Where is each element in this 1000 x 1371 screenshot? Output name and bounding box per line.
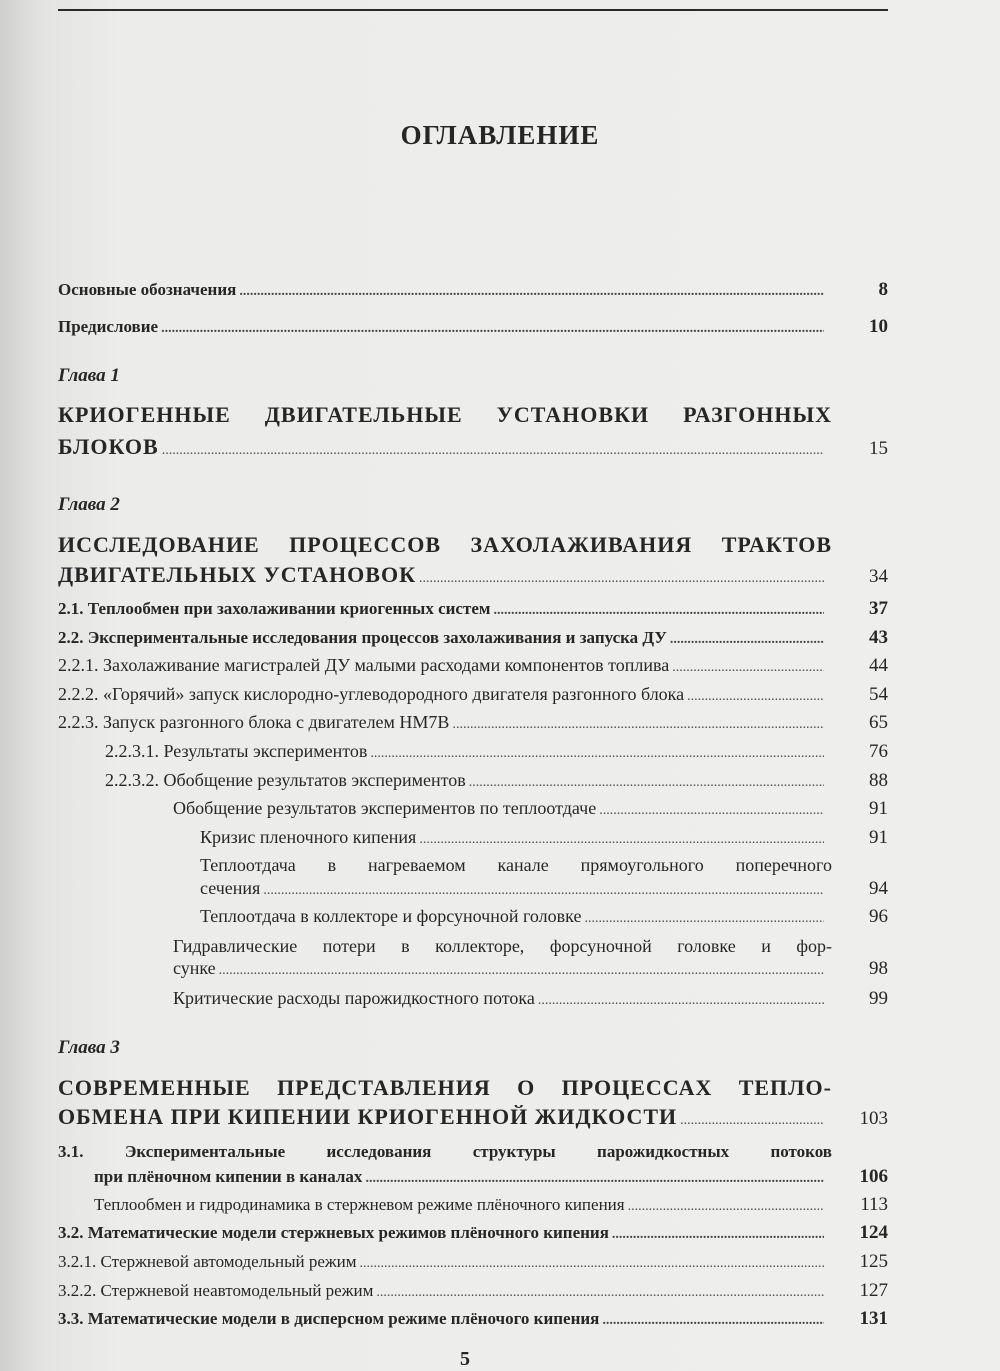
- leader-dots: [628, 1199, 824, 1215]
- toc-entry[interactable]: 2.2.3.1. Результаты экспериментов ..... 76: [105, 741, 888, 763]
- leader-dots: [493, 603, 824, 619]
- chapter-label: Глава 2: [58, 494, 120, 515]
- toc-entry[interactable]: БЛОКОВ ..... 15: [58, 434, 888, 460]
- leader-dots: [670, 632, 824, 648]
- toc-entry[interactable]: 3.3. Математические модели в дисперсном режиме плёночого кипения ..... 131: [58, 1308, 888, 1330]
- leader-dots: [599, 803, 824, 819]
- toc-entry[interactable]: Кризис пленочного кипения ..... 91: [200, 827, 888, 849]
- leader-dots: [538, 993, 824, 1009]
- leader-dots: [680, 1113, 824, 1129]
- leader-dots: [602, 1313, 824, 1329]
- toc-entry[interactable]: ДВИГАТЕЛЬНЫХ УСТАНОВОК ..... 34: [58, 562, 888, 588]
- toc-entry-line[interactable]: Гидравлические потери в коллекторе, форсуночной головке и фор-: [173, 936, 832, 956]
- leader-dots: [376, 1285, 824, 1301]
- toc-entry[interactable]: Обобщение результатов экспериментов по теплоотдаче ..... 91: [173, 798, 888, 820]
- leader-dots: [239, 284, 824, 300]
- chapter-heading[interactable]: КРИОГЕННЫЕ ДВИГАТЕЛЬНЫЕ УСТАНОВКИ РАЗГОННЫХ: [58, 402, 832, 427]
- toc-entry[interactable]: 3.2.2. Стержневой неавтомодельный режим ..... 127: [58, 1280, 888, 1302]
- page-number: 5: [460, 1348, 470, 1370]
- toc-entry[interactable]: при плёночном кипении в каналах ..... 106: [94, 1166, 888, 1188]
- toc-entry[interactable]: 2.2.1. Захолаживание магистралей ДУ малыми расходами компонентов топлива ..... 44: [58, 655, 888, 677]
- chapter-label: Глава 3: [58, 1037, 120, 1058]
- toc-entry[interactable]: 2.1. Теплообмен при захолаживании криогенных систем ..... 37: [58, 598, 888, 620]
- toc-entry[interactable]: 3.2.1. Стержневой автомодельный режим ..... 125: [58, 1251, 888, 1273]
- toc-entry[interactable]: ОБМЕНА ПРИ КИПЕНИИ КРИОГЕННОЙ ЖИДКОСТИ ..... 103: [58, 1104, 888, 1130]
- toc-entry[interactable]: Основные обозначения ..... 8: [58, 279, 888, 301]
- top-rule: [58, 9, 888, 11]
- chapter-label: Глава 1: [58, 365, 120, 386]
- leader-dots: [370, 746, 824, 762]
- leader-dots: [162, 443, 824, 459]
- toc-entry[interactable]: 2.2.3. Запуск разгонного блока с двигателем НМ7В ..... 65: [58, 712, 888, 734]
- toc-entry-line[interactable]: Теплоотдача в нагреваемом канале прямоугольного поперечного: [200, 855, 832, 875]
- toc-entry[interactable]: Теплоотдача в коллекторе и форсуночной головке ..... 96: [200, 906, 888, 928]
- toc-entry[interactable]: 2.2. Экспериментальные исследования процессов захолаживания и запуска ДУ ..... 43: [58, 627, 888, 649]
- leader-dots: [452, 717, 824, 733]
- toc-entry[interactable]: 2.2.2. «Горячий» запуск кислородно-углеводородного двигателя разгонного блока ..... 54: [58, 684, 888, 706]
- leader-dots: [263, 883, 824, 899]
- leader-dots: [219, 963, 824, 979]
- leader-dots: [687, 689, 824, 705]
- leader-dots: [584, 911, 824, 927]
- toc-entry[interactable]: Предисловие ..... 10: [58, 316, 888, 338]
- toc-entry[interactable]: Теплообмен и гидродинамика в стержневом режиме плёночного кипения ..... 113: [94, 1194, 888, 1216]
- toc-entry[interactable]: Критические расходы парожидкостного потока ..... 99: [173, 988, 888, 1010]
- chapter-heading[interactable]: ИССЛЕДОВАНИЕ ПРОЦЕССОВ ЗАХОЛАЖИВАНИЯ ТРАКТОВ: [58, 532, 832, 557]
- toc-entry[interactable]: 3.2. Математические модели стержневых режимов плёночного кипения ..... 124: [58, 1222, 888, 1244]
- toc-entry-line[interactable]: 3.1. Экспериментальные исследования структуры парожидкостных потоков: [58, 1142, 832, 1161]
- chapter-heading[interactable]: СОВРЕМЕННЫЕ ПРЕДСТАВЛЕНИЯ О ПРОЦЕССАХ ТЕПЛО-: [58, 1075, 832, 1100]
- leader-dots: [672, 660, 824, 676]
- leader-dots: [359, 1256, 824, 1272]
- leader-dots: [161, 321, 824, 337]
- leader-dots: [419, 832, 824, 848]
- leader-dots: [612, 1227, 824, 1243]
- leader-dots: [365, 1171, 824, 1187]
- leader-dots: [419, 571, 824, 587]
- toc-entry[interactable]: сунке ..... 98: [173, 958, 888, 980]
- toc-entry[interactable]: сечения ..... 94: [200, 878, 888, 900]
- toc-entry[interactable]: 2.2.3.2. Обобщение результатов экспериментов ..... 88: [105, 770, 888, 792]
- page-title: ОГЛАВЛЕНИЕ: [400, 120, 600, 150]
- leader-dots: [469, 775, 824, 791]
